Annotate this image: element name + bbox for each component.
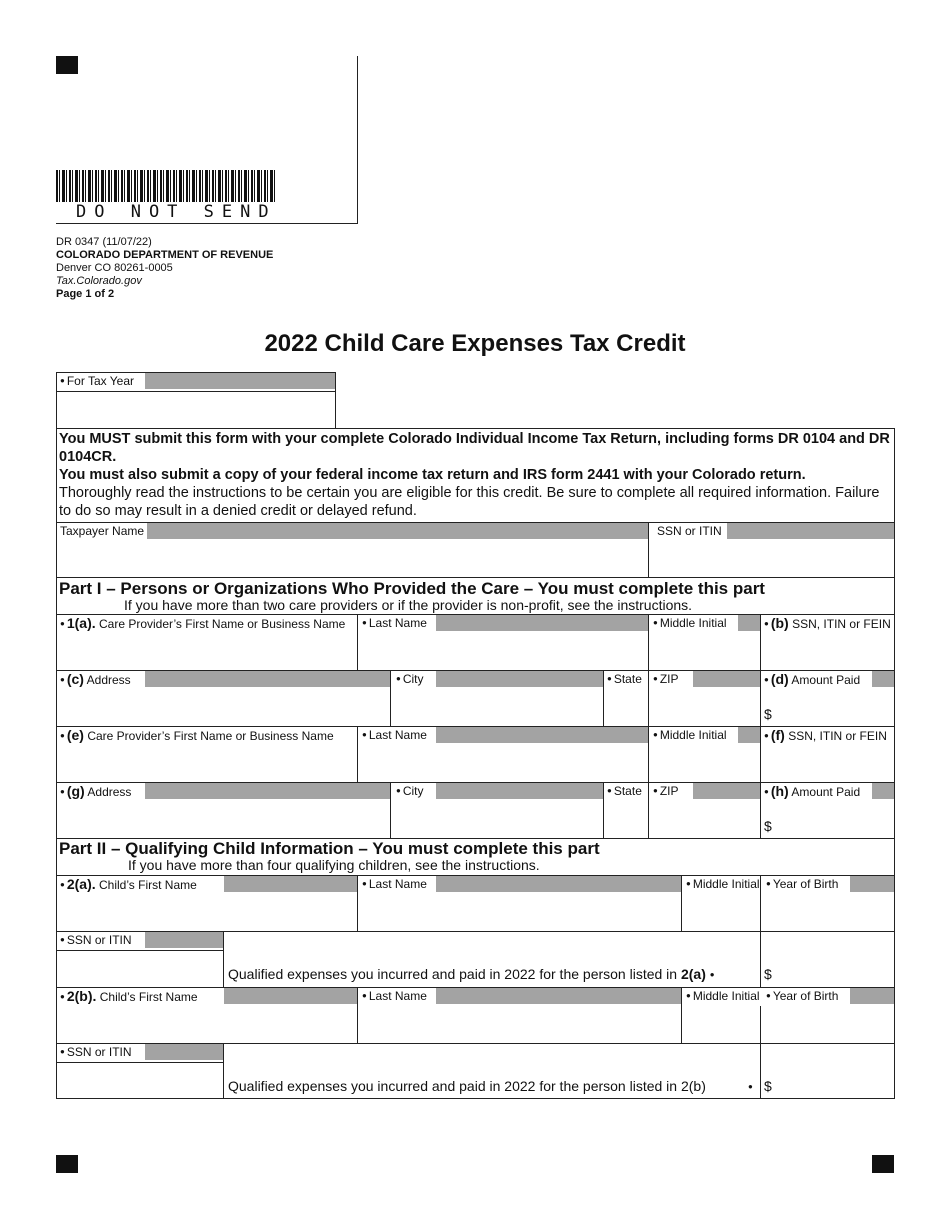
provider2-first-name-input[interactable] — [57, 744, 356, 781]
shade — [738, 727, 760, 743]
col-line — [223, 931, 224, 987]
provider2-city-input[interactable] — [391, 800, 602, 837]
website: Tax.Colorado.gov — [56, 275, 142, 287]
provider1-last-name-input[interactable] — [358, 632, 647, 669]
shade — [145, 1044, 223, 1060]
shade — [145, 523, 648, 539]
tax-year-label: ● For Tax Year — [57, 373, 137, 391]
child2-ssn-label: ● SSN or ITIN — [57, 1044, 135, 1062]
child1-qualified-expenses-text: Qualified expenses you incurred and paid in 2022 for the person listed in 2(a) ● — [228, 966, 717, 982]
shade — [436, 988, 681, 1004]
child2-middle-initial-label: ● Middle Initial — [683, 988, 763, 1006]
child1-expenses-input[interactable] — [761, 932, 894, 986]
shade — [872, 783, 894, 799]
child2-qualified-expenses-text: Qualified expenses you incurred and paid in 2022 for the person listed in 2(b) — [228, 1078, 706, 1094]
shade — [872, 671, 894, 687]
provider2-last-name-input[interactable] — [358, 744, 647, 781]
instructions-notice — [59, 430, 891, 520]
shade — [693, 783, 760, 799]
shade — [727, 523, 894, 539]
part1-subtitle: If you have more than two care providers or if the provider is non-profit, see the instructions. — [124, 597, 693, 613]
shade — [145, 783, 390, 799]
tax-year-label-shade — [145, 373, 335, 389]
col-line — [223, 1043, 224, 1099]
child1-first-name-label: ● 2(a). Child’s First Name — [57, 876, 200, 895]
child1-middle-initial-label: ● Middle Initial — [683, 876, 763, 894]
child2-expenses-input[interactable] — [761, 1044, 894, 1098]
shade — [436, 876, 681, 892]
provider1-address-label: ● (c) Address — [57, 671, 134, 690]
registration-mark-bottom-right — [872, 1155, 894, 1173]
shade — [145, 932, 223, 948]
provider1-amount-input[interactable] — [761, 688, 894, 725]
provider1-state-label: ● State — [604, 671, 645, 689]
provider2-first-name-label: ● (e) Care Provider’s First Name or Business Name — [57, 727, 337, 746]
child2-bullet — [748, 1080, 755, 1094]
child2-last-name-input[interactable] — [358, 1005, 680, 1042]
child2-dollar-sign: $ — [764, 1078, 772, 1094]
provider2-state-input[interactable] — [604, 800, 647, 837]
child2-middle-initial-input[interactable] — [682, 1005, 759, 1042]
provider2-last-name-label: ● Last Name — [359, 727, 430, 745]
provider1-address-input[interactable] — [57, 688, 389, 725]
row-line — [56, 577, 895, 578]
provider1-middle-initial-label: ● Middle Initial — [650, 615, 730, 633]
provider2-zip-label: ● ZIP — [650, 783, 682, 801]
child2-ssn-input[interactable] — [57, 1063, 222, 1098]
provider1-city-label: ● City — [393, 671, 427, 689]
notice-line-1: You MUST submit this form with your complete Colorado Individual Income Tax Return, including forms DR 0104 and DR 0104CR. — [59, 431, 890, 465]
do-not-send-text: DO NOT SEND — [76, 202, 277, 222]
provider1-last-name-label: ● Last Name — [359, 615, 430, 633]
notice-line-2: You must also submit a copy of your federal income tax return and IRS form 2441 with your Colorado return. — [59, 467, 806, 483]
child2-first-name-label: ● 2(b). Child’s First Name — [57, 988, 201, 1007]
barcode-divider — [357, 56, 358, 224]
barcode-underline — [56, 223, 358, 224]
child1-middle-initial-input[interactable] — [682, 893, 759, 930]
provider1-zip-label: ● ZIP — [650, 671, 682, 689]
tax-year-divider — [56, 391, 336, 392]
child1-last-name-input[interactable] — [358, 893, 680, 930]
provider1-ssn-label: ● (b) SSN, ITIN or FEIN — [761, 615, 894, 634]
shade — [738, 615, 760, 631]
provider2-address-label: ● (g) Address — [57, 783, 134, 802]
registration-mark-bottom-left — [56, 1155, 78, 1173]
child2-last-name-label: ● Last Name — [359, 988, 430, 1006]
part2-subtitle: If you have more than four qualifying children, see the instructions. — [128, 857, 540, 873]
provider1-amount-label: ● (d) Amount Paid — [761, 671, 863, 690]
shade — [224, 988, 357, 1004]
department-name: COLORADO DEPARTMENT OF REVENUE — [56, 249, 274, 261]
child1-last-name-label: ● Last Name — [359, 876, 430, 894]
notice-line-3: Thoroughly read the instructions to be certain you are eligible for this credit. Be sure to complete all required information. Failure to do so may result in a denied credit or delayed refund. — [59, 485, 880, 519]
provider2-state-label: ● State — [604, 783, 645, 801]
child2-year-of-birth-label: ● Year of Birth — [763, 988, 841, 1006]
provider1-first-name-label: ● 1(a). Care Provider’s First Name or Business Name — [57, 615, 348, 634]
shade — [693, 671, 760, 687]
provider2-ssn-input[interactable] — [761, 744, 894, 781]
shade — [224, 876, 357, 892]
form-header-info — [56, 236, 273, 301]
page-number: Page 1 of 2 — [56, 288, 115, 300]
shade — [850, 876, 894, 892]
taxpayer-name-input[interactable] — [57, 540, 647, 577]
child1-year-of-birth-input[interactable] — [761, 893, 894, 930]
provider2-city-label: ● City — [393, 783, 427, 801]
child1-first-name-input[interactable] — [57, 893, 356, 930]
shade — [145, 671, 390, 687]
child2-first-name-input[interactable] — [57, 1005, 356, 1042]
provider1-ssn-input[interactable] — [761, 632, 894, 669]
part1-title: Part I – Persons or Organizations Who Provided the Care – You must complete this part — [59, 579, 765, 598]
taxpayer-name-label: Taxpayer Name — [57, 523, 147, 539]
provider2-amount-input[interactable] — [761, 800, 894, 837]
shade — [436, 615, 648, 631]
provider1-state-input[interactable] — [604, 688, 647, 725]
provider2-middle-initial-input[interactable] — [649, 744, 759, 781]
shade — [436, 671, 603, 687]
provider1-city-input[interactable] — [391, 688, 602, 725]
provider2-address-input[interactable] — [57, 800, 389, 837]
child1-year-of-birth-label: ● Year of Birth — [763, 876, 841, 894]
provider1-first-name-input[interactable] — [57, 632, 356, 669]
provider2-amount-label: ● (h) Amount Paid — [761, 783, 863, 802]
provider1-middle-initial-input[interactable] — [649, 632, 759, 669]
provider2-ssn-label: ● (f) SSN, ITIN or FEIN — [761, 727, 890, 746]
child1-ssn-label: ● SSN or ITIN — [57, 932, 135, 950]
child1-ssn-input[interactable] — [57, 951, 222, 986]
shade — [436, 783, 603, 799]
taxpayer-ssn-input[interactable] — [649, 540, 894, 577]
department-address: Denver CO 80261-0005 — [56, 262, 173, 274]
provider2-middle-initial-label: ● Middle Initial — [650, 727, 730, 745]
barcode — [56, 170, 276, 202]
part2-title: Part II – Qualifying Child Information – You must complete this part — [59, 839, 600, 858]
shade — [850, 988, 894, 1004]
form-number: DR 0347 (11/07/22) — [56, 236, 152, 248]
provider2-dollar-sign: $ — [764, 818, 772, 834]
child1-dollar-sign: $ — [764, 966, 772, 982]
taxpayer-ssn-label: SSN or ITIN — [654, 523, 725, 539]
child2-year-of-birth-input[interactable] — [761, 1005, 894, 1042]
page-title: 2022 Child Care Expenses Tax Credit — [264, 330, 686, 357]
shade — [436, 727, 648, 743]
provider2-zip-input[interactable] — [649, 800, 759, 837]
registration-mark-top-left — [56, 56, 78, 74]
provider1-dollar-sign: $ — [764, 706, 772, 722]
provider1-zip-input[interactable] — [649, 688, 759, 725]
